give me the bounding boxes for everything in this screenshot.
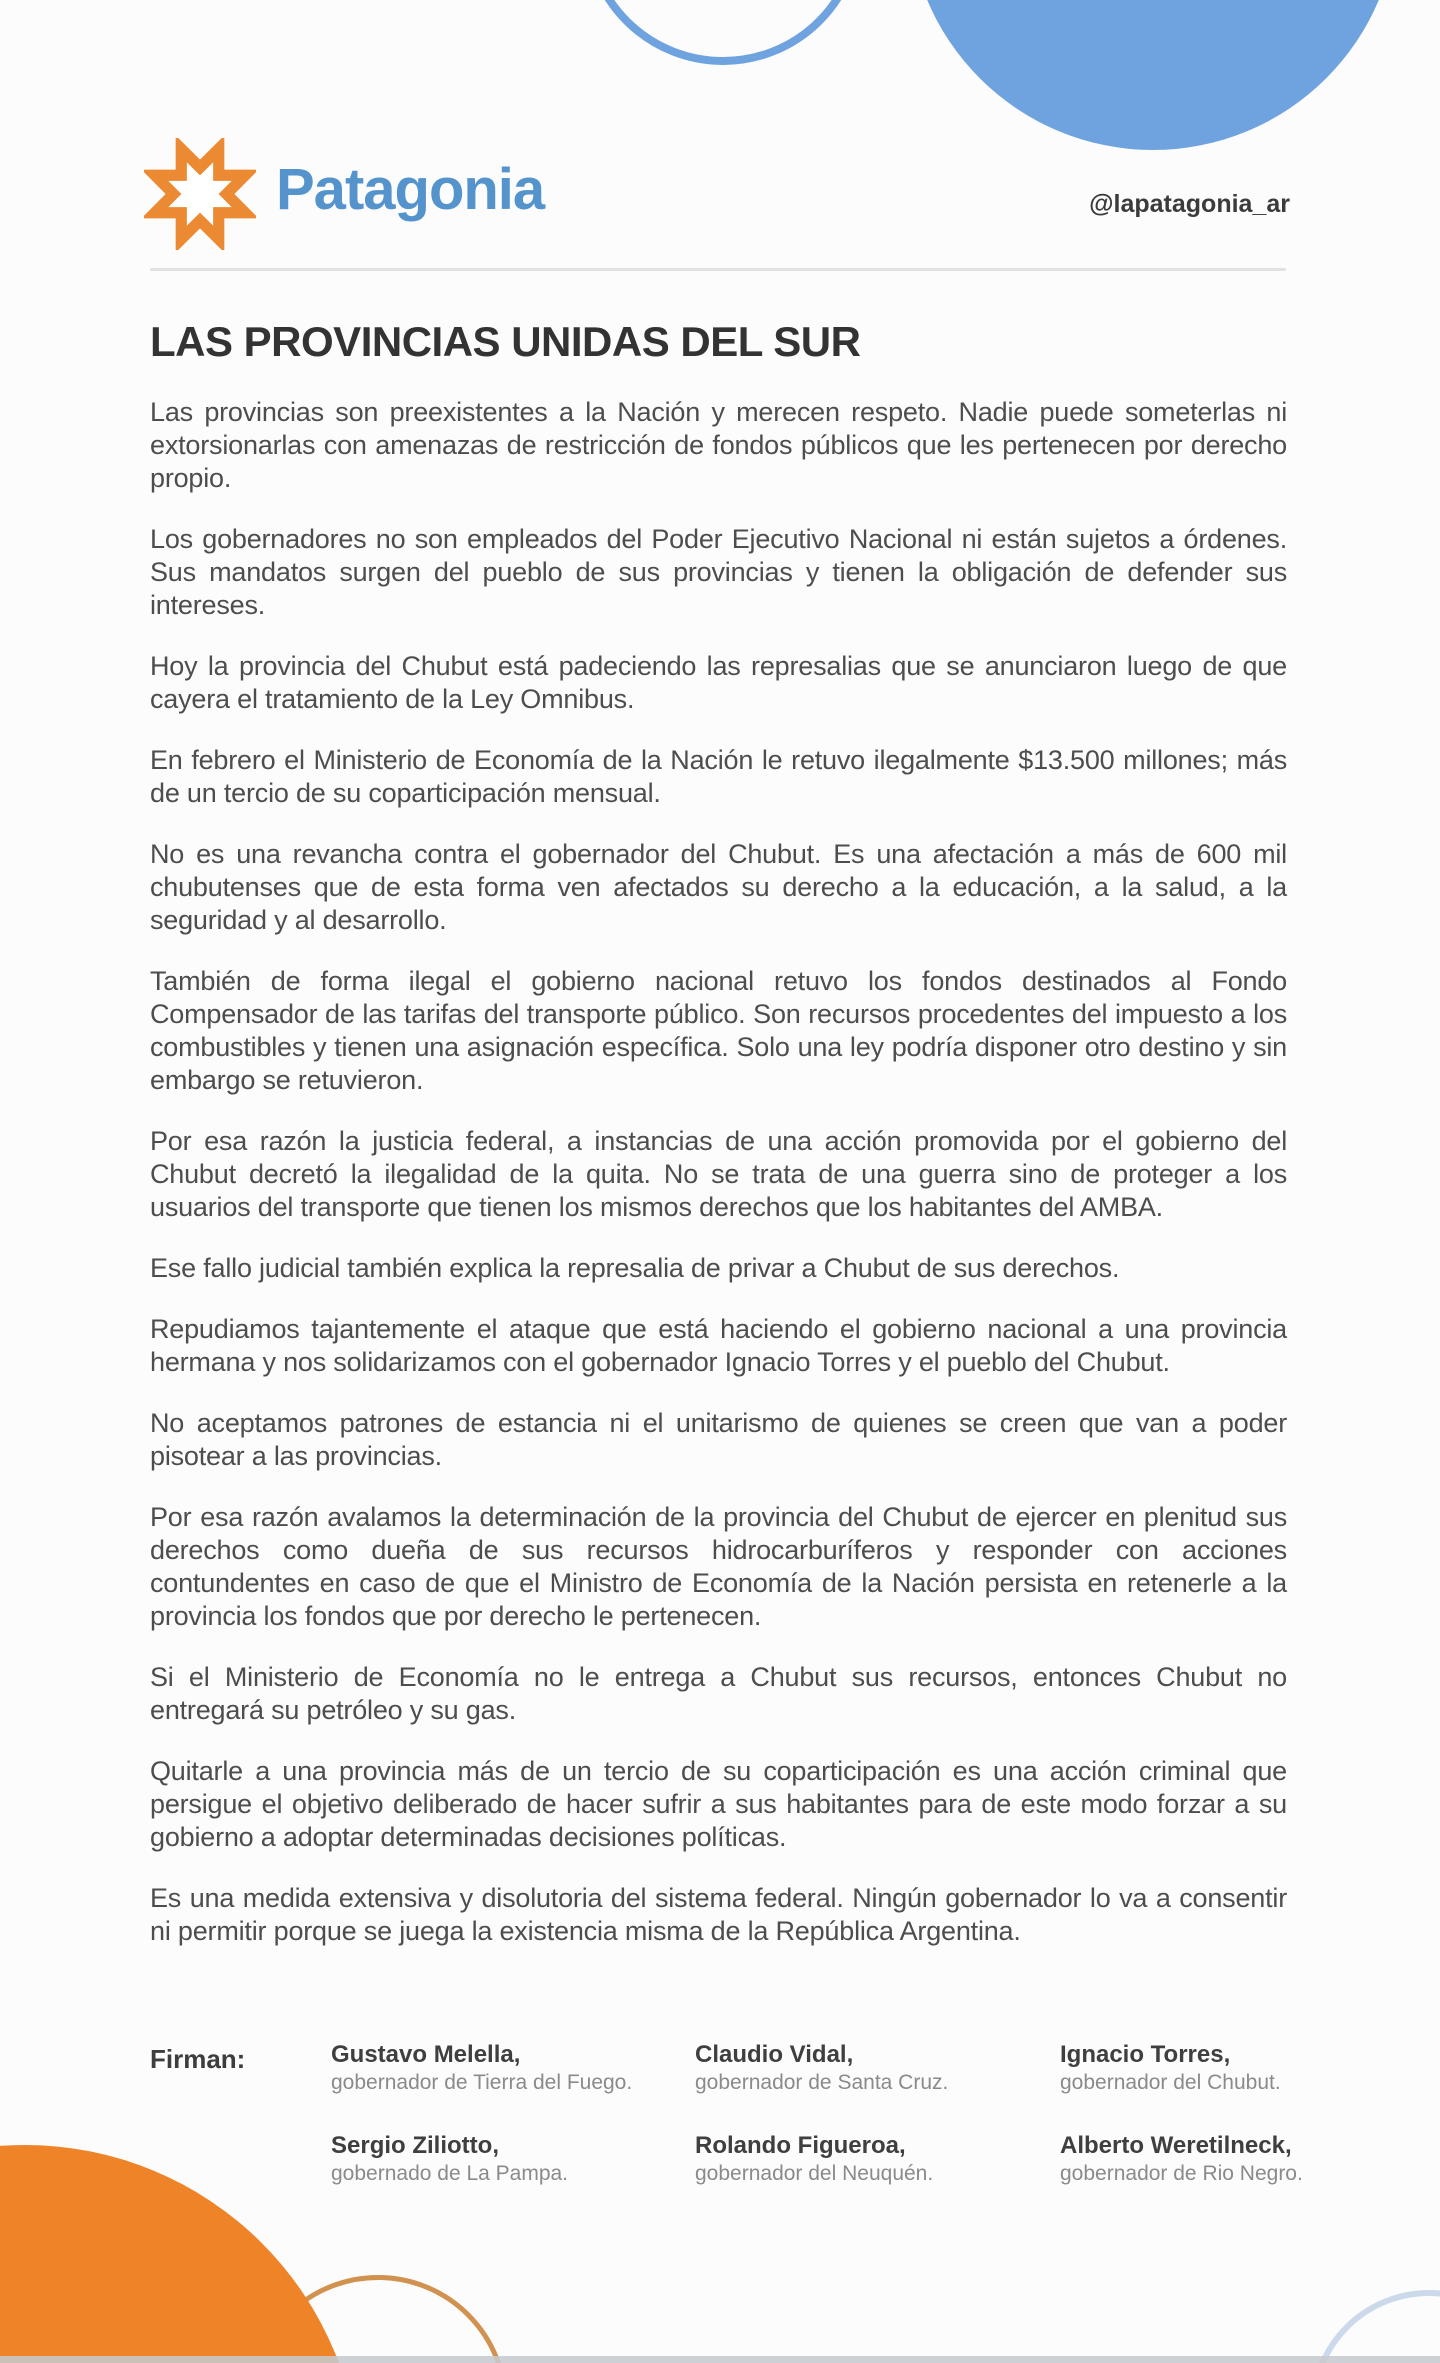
signature-alberto-weretilneck (1060, 2131, 1390, 2187)
bottom-orange-blob-decoration (0, 2145, 360, 2363)
paragraph: Hoy la provincia del Chubut está padeciendo las represalias que se anunciaron luego de que cayera el tratamiento de la Ley Omnibus. (150, 651, 1287, 714)
header-divider (150, 268, 1286, 271)
signer-name: Gustavo Melella, (331, 2041, 521, 2068)
signer-role: gobernador de Tierra del Fuego. (331, 2071, 633, 2094)
signer-name: Rolando Figueroa, (695, 2132, 906, 2159)
paragraph: También de forma ilegal el gobierno nacional retuvo los fondos destinados al Fondo Compensador de las tarifas del transporte público. Son recursos procedentes del impuesto a los combustibles y tienen una asignación específica. Solo una ley podría disponer otro destino y sin embargo se retuvieron. (150, 966, 1287, 1095)
signature-gustavo-melella (331, 2040, 661, 2096)
top-blue-blob-decoration (908, 0, 1398, 150)
signature-sergio-ziliotto (331, 2131, 661, 2187)
social-handle: @lapatagonia_ar (1089, 190, 1290, 218)
paragraph: No aceptamos patrones de estancia ni el unitarismo de quienes se creen que van a poder pisotear a las provincias. (150, 1408, 1287, 1471)
statement-body (150, 396, 1287, 1976)
paragraph: Repudiamos tajantemente el ataque que está haciendo el gobierno nacional a una provincia hermana y nos solidarizamos con el gobernador Ignacio Torres y el pueblo del Chubut. (150, 1314, 1287, 1377)
paragraph: Por esa razón la justicia federal, a instancias de una acción promovida por el gobierno del Chubut decretó la ilegalidad de la quita. No se trata de una guerra sino de proteger a los usuarios del transporte que tienen los mismos derechos que los habitantes del AMBA. (150, 1126, 1287, 1222)
sun-star-icon (144, 138, 256, 250)
paragraph: Si el Ministerio de Economía no le entrega a Chubut sus recursos, entonces Chubut no entregará su petróleo y su gas. (150, 1662, 1287, 1725)
paragraph: Quitarle a una provincia más de un tercio de su coparticipación es una acción criminal que persigue el objetivo deliberado de hacer sufrir a sus habitantes para de este modo forzar a su gobierno a adoptar determinadas decisiones políticas. (150, 1756, 1287, 1852)
signer-name: Alberto Weretilneck, (1060, 2132, 1292, 2159)
paragraph: Por esa razón avalamos la determinación de la provincia del Chubut de ejercer en plenitud sus derechos como dueña de sus recursos hidrocarburíferos y responder con acciones contundentes en caso de que el Ministro de Economía de la Nación persista en retenerle a la provincia los fondos que por derecho le pertenecen. (150, 1502, 1287, 1631)
page-title: LAS PROVINCIAS UNIDAS DEL SUR (150, 318, 861, 365)
signer-role: gobernador del Chubut. (1060, 2071, 1281, 2094)
signature-rolando-figueroa (695, 2131, 1025, 2187)
brand-name: Patagonia (276, 157, 545, 222)
paragraph: No es una revancha contra el gobernador del Chubut. Es una afectación a más de 600 mil chubutenses que de esta forma ven afectados su derecho a la educación, a la salud, a la seguridad y al desarrollo. (150, 839, 1287, 935)
signer-role: gobernador de Rio Negro. (1060, 2162, 1303, 2185)
top-outlined-circle-decoration (583, 0, 863, 65)
signer-role: gobernador de Santa Cruz. (695, 2071, 949, 2094)
bottom-outlined-circle-blue-decoration (1310, 2290, 1440, 2363)
paragraph: Los gobernadores no son empleados del Poder Ejecutivo Nacional ni están sujetos a órdenes. Sus mandatos surgen del pueblo de sus provincias y tienen la obligación de defender sus intereses. (150, 524, 1287, 620)
signature-ignacio-torres (1060, 2040, 1390, 2096)
signer-name: Sergio Ziliotto, (331, 2132, 499, 2159)
paragraph: Las provincias son preexistentes a la Nación y merecen respeto. Nadie puede someterlas ni extorsionarlas con amenazas de restricción de fondos públicos que les pertenecen por derecho propio. (150, 397, 1287, 493)
signer-role: gobernado de La Pampa. (331, 2162, 569, 2185)
paragraph: En febrero el Ministerio de Economía de la Nación le retuvo ilegalmente $13.500 millones; más de un tercio de su coparticipación mensual. (150, 745, 1287, 808)
signer-role: gobernador del Neuquén. (695, 2162, 934, 2185)
signer-name: Ignacio Torres, (1060, 2041, 1231, 2068)
paragraph: Ese fallo judicial también explica la represalia de privar a Chubut de sus derechos. (150, 1253, 1120, 1283)
bottom-strip-decoration (0, 2356, 1440, 2363)
signatures-label: Firman: (150, 2044, 246, 2074)
paragraph: Es una medida extensiva y disolutoria del sistema federal. Ningún gobernador lo va a consentir ni permitir porque se juega la existencia misma de la República Argentina. (150, 1883, 1287, 1946)
signer-name: Claudio Vidal, (695, 2041, 854, 2068)
signature-claudio-vidal (695, 2040, 1025, 2096)
patagonia-logo (144, 138, 256, 255)
